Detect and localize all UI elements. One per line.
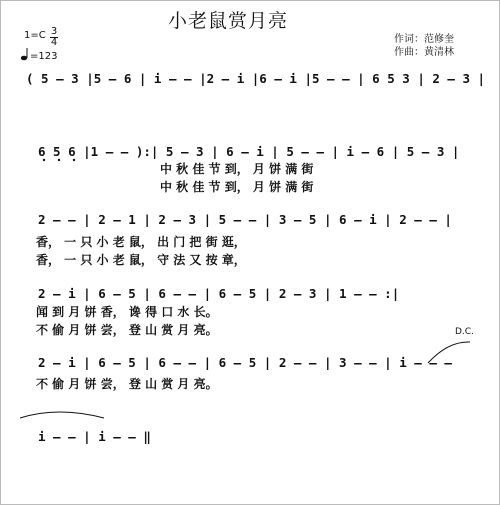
- lyrics-line-2-verse-1: 中 秋 佳 节 到， 月 饼 满 街: [160, 162, 314, 176]
- notation-line-4: 2 – i | 6 – 5 | 6 – – | 6 – 5 | 2 – 3 | 1 – – :|: [38, 286, 400, 301]
- time-signature: [49, 27, 59, 48]
- notation-line-1: ( 5 – 3 |5 – 6 | i – – |2 – i |6 – i |5 – – | 6 5 3 | 2 – 3 |: [26, 71, 486, 86]
- dc-marking: D.C.: [455, 327, 474, 337]
- tempo-marking: =123: [30, 51, 58, 62]
- lyrics-line-3-verse-1: 香， 一 只 小 老 鼠， 出 门 把 街 逛，: [36, 235, 246, 249]
- notation-line-3: 2 – – | 2 – 1 | 2 – 3 | 5 – – | 3 – 5 | 6 – i | 2 – – |: [38, 212, 452, 227]
- composer-credit: 作曲：黄清林: [394, 47, 454, 58]
- quarter-note-icon: [20, 47, 30, 61]
- lyrics-line-2-verse-2: 中 秋 佳 节 到， 月 饼 满 街: [160, 180, 314, 194]
- notation-line-2: 6 5 6 |1 – – ):| 5 – 3 | 6 – i | 5 – – | i – 6 | 5 – 3 |: [38, 144, 460, 159]
- time-signature-bottom: 4: [50, 37, 58, 48]
- lyrics-line-4-verse-2: 不 偷 月 饼 尝， 登 山 赏 月 亮。: [36, 323, 218, 337]
- time-signature-top: 3: [50, 26, 58, 37]
- key-signature: 1=C: [24, 30, 46, 41]
- notation-line-6: i – – | i – – ‖: [38, 429, 151, 444]
- lyrics-line-5: 不 偷 月 饼 尝， 登 山 赏 月 亮。: [36, 377, 218, 391]
- lyrics-line-4-verse-1: 闻 到 月 饼 香， 谗 得 口 水 长。: [36, 305, 218, 319]
- lyricist-credit: 作词：范修奎: [394, 34, 454, 45]
- lyrics-line-3-verse-2: 香， 一 只 小 老 鼠， 守 法 又 按 章，: [36, 253, 246, 267]
- song-title: 小老鼠赏月亮: [168, 10, 289, 32]
- notation-line-5: 2 – i | 6 – 5 | 6 – – | 6 – 5 | 2 – – | 3 – – | i – – –: [38, 355, 452, 370]
